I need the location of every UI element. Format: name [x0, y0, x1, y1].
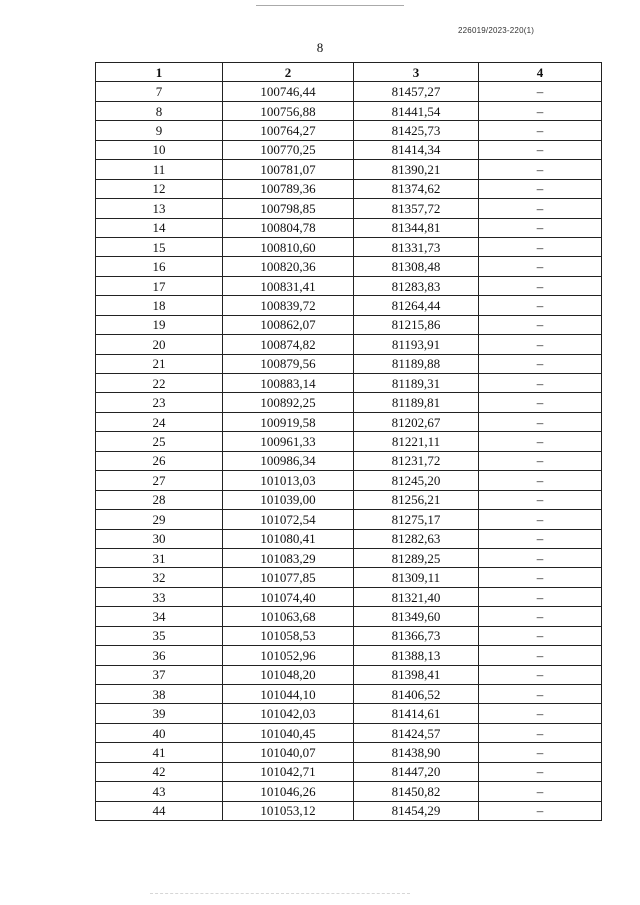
row-number-cell: 30	[96, 529, 223, 548]
table-row	[96, 801, 602, 820]
table-body	[96, 82, 602, 821]
note-cell: –	[479, 218, 602, 237]
x-coordinate-cell: 100986,34	[223, 451, 354, 470]
row-number-cell: 22	[96, 374, 223, 393]
note-cell: –	[479, 393, 602, 412]
x-coordinate-cell: 100770,25	[223, 140, 354, 159]
y-coordinate-cell: 81215,86	[354, 315, 479, 334]
row-number-cell: 27	[96, 471, 223, 490]
row-number-cell: 26	[96, 451, 223, 470]
table-row	[96, 529, 602, 548]
row-number-cell: 41	[96, 743, 223, 762]
x-coordinate-cell: 100831,41	[223, 276, 354, 295]
row-number-cell: 42	[96, 762, 223, 781]
note-cell: –	[479, 510, 602, 529]
row-number-cell: 10	[96, 140, 223, 159]
note-cell: –	[479, 82, 602, 101]
column-header: 3	[354, 63, 479, 82]
table-row	[96, 782, 602, 801]
row-number-cell: 8	[96, 101, 223, 120]
note-cell: –	[479, 548, 602, 567]
note-cell: –	[479, 704, 602, 723]
row-number-cell: 21	[96, 354, 223, 373]
y-coordinate-cell: 81390,21	[354, 160, 479, 179]
x-coordinate-cell: 100756,88	[223, 101, 354, 120]
table-row	[96, 568, 602, 587]
row-number-cell: 29	[96, 510, 223, 529]
note-cell: –	[479, 237, 602, 256]
x-coordinate-cell: 100798,85	[223, 199, 354, 218]
x-coordinate-cell: 100764,27	[223, 121, 354, 140]
row-number-cell: 12	[96, 179, 223, 198]
x-coordinate-cell: 101083,29	[223, 548, 354, 567]
x-coordinate-cell: 100961,33	[223, 432, 354, 451]
table-row	[96, 335, 602, 354]
note-cell: –	[479, 685, 602, 704]
row-number-cell: 18	[96, 296, 223, 315]
table-header-row	[96, 63, 602, 82]
table-row	[96, 510, 602, 529]
x-coordinate-cell: 101053,12	[223, 801, 354, 820]
y-coordinate-cell: 81245,20	[354, 471, 479, 490]
note-cell: –	[479, 762, 602, 781]
y-coordinate-cell: 81457,27	[354, 82, 479, 101]
y-coordinate-cell: 81189,31	[354, 374, 479, 393]
note-cell: –	[479, 568, 602, 587]
table-row	[96, 374, 602, 393]
table-row	[96, 393, 602, 412]
note-cell: –	[479, 374, 602, 393]
table-row	[96, 101, 602, 120]
page-number: 8	[316, 40, 324, 55]
x-coordinate-cell: 101063,68	[223, 607, 354, 626]
coordinates-table	[95, 62, 602, 821]
y-coordinate-cell: 81374,62	[354, 179, 479, 198]
x-coordinate-cell: 100810,60	[223, 237, 354, 256]
x-coordinate-cell: 100820,36	[223, 257, 354, 276]
y-coordinate-cell: 81193,91	[354, 335, 479, 354]
table-row	[96, 471, 602, 490]
row-number-cell: 19	[96, 315, 223, 334]
x-coordinate-cell: 101077,85	[223, 568, 354, 587]
row-number-cell: 13	[96, 199, 223, 218]
x-coordinate-cell: 101040,07	[223, 743, 354, 762]
y-coordinate-cell: 81189,81	[354, 393, 479, 412]
y-coordinate-cell: 81289,25	[354, 548, 479, 567]
table-row	[96, 218, 602, 237]
note-cell: –	[479, 257, 602, 276]
y-coordinate-cell: 81202,67	[354, 412, 479, 431]
table-row	[96, 587, 602, 606]
table-row	[96, 723, 602, 742]
column-header: 4	[479, 63, 602, 82]
y-coordinate-cell: 81406,52	[354, 685, 479, 704]
row-number-cell: 28	[96, 490, 223, 509]
table-row	[96, 199, 602, 218]
note-cell: –	[479, 646, 602, 665]
x-coordinate-cell: 100879,56	[223, 354, 354, 373]
y-coordinate-cell: 81344,81	[354, 218, 479, 237]
x-coordinate-cell: 101044,10	[223, 685, 354, 704]
note-cell: –	[479, 179, 602, 198]
y-coordinate-cell: 81357,72	[354, 199, 479, 218]
x-coordinate-cell: 101013,03	[223, 471, 354, 490]
table-row	[96, 354, 602, 373]
table-row	[96, 626, 602, 645]
x-coordinate-cell: 100781,07	[223, 160, 354, 179]
x-coordinate-cell: 101080,41	[223, 529, 354, 548]
y-coordinate-cell: 81454,29	[354, 801, 479, 820]
x-coordinate-cell: 101052,96	[223, 646, 354, 665]
x-coordinate-cell: 100874,82	[223, 335, 354, 354]
x-coordinate-cell: 100746,44	[223, 82, 354, 101]
note-cell: –	[479, 101, 602, 120]
note-cell: –	[479, 587, 602, 606]
note-cell: –	[479, 529, 602, 548]
row-number-cell: 44	[96, 801, 223, 820]
table-row	[96, 412, 602, 431]
y-coordinate-cell: 81283,83	[354, 276, 479, 295]
y-coordinate-cell: 81256,21	[354, 490, 479, 509]
y-coordinate-cell: 81441,54	[354, 101, 479, 120]
y-coordinate-cell: 81331,73	[354, 237, 479, 256]
top-rule	[256, 5, 404, 6]
y-coordinate-cell: 81388,13	[354, 646, 479, 665]
note-cell: –	[479, 607, 602, 626]
table-row	[96, 685, 602, 704]
y-coordinate-cell: 81275,17	[354, 510, 479, 529]
note-cell: –	[479, 626, 602, 645]
x-coordinate-cell: 100892,25	[223, 393, 354, 412]
row-number-cell: 24	[96, 412, 223, 431]
row-number-cell: 20	[96, 335, 223, 354]
note-cell: –	[479, 276, 602, 295]
note-cell: –	[479, 354, 602, 373]
note-cell: –	[479, 121, 602, 140]
note-cell: –	[479, 743, 602, 762]
x-coordinate-cell: 101040,45	[223, 723, 354, 742]
note-cell: –	[479, 723, 602, 742]
note-cell: –	[479, 471, 602, 490]
y-coordinate-cell: 81438,90	[354, 743, 479, 762]
x-coordinate-cell: 101042,71	[223, 762, 354, 781]
table-row	[96, 665, 602, 684]
table-row	[96, 704, 602, 723]
table-row	[96, 121, 602, 140]
column-header: 2	[223, 63, 354, 82]
y-coordinate-cell: 81321,40	[354, 587, 479, 606]
note-cell: –	[479, 782, 602, 801]
row-number-cell: 34	[96, 607, 223, 626]
note-cell: –	[479, 490, 602, 509]
row-number-cell: 25	[96, 432, 223, 451]
y-coordinate-cell: 81414,61	[354, 704, 479, 723]
note-cell: –	[479, 296, 602, 315]
x-coordinate-cell: 100804,78	[223, 218, 354, 237]
table-row	[96, 607, 602, 626]
table-row	[96, 296, 602, 315]
table-row	[96, 160, 602, 179]
row-number-cell: 9	[96, 121, 223, 140]
row-number-cell: 17	[96, 276, 223, 295]
y-coordinate-cell: 81366,73	[354, 626, 479, 645]
table-row	[96, 432, 602, 451]
note-cell: –	[479, 451, 602, 470]
row-number-cell: 31	[96, 548, 223, 567]
note-cell: –	[479, 199, 602, 218]
y-coordinate-cell: 81231,72	[354, 451, 479, 470]
y-coordinate-cell: 81221,11	[354, 432, 479, 451]
y-coordinate-cell: 81189,88	[354, 354, 479, 373]
y-coordinate-cell: 81282,63	[354, 529, 479, 548]
x-coordinate-cell: 100883,14	[223, 374, 354, 393]
table-row	[96, 82, 602, 101]
note-cell: –	[479, 665, 602, 684]
row-number-cell: 14	[96, 218, 223, 237]
x-coordinate-cell: 101058,53	[223, 626, 354, 645]
x-coordinate-cell: 100789,36	[223, 179, 354, 198]
note-cell: –	[479, 335, 602, 354]
x-coordinate-cell: 100919,58	[223, 412, 354, 431]
table-row	[96, 237, 602, 256]
bottom-marks	[150, 893, 410, 900]
x-coordinate-cell: 101074,40	[223, 587, 354, 606]
x-coordinate-cell: 100862,07	[223, 315, 354, 334]
table-row	[96, 548, 602, 567]
table-row	[96, 490, 602, 509]
note-cell: –	[479, 432, 602, 451]
row-number-cell: 43	[96, 782, 223, 801]
row-number-cell: 16	[96, 257, 223, 276]
row-number-cell: 7	[96, 82, 223, 101]
document-reference: 226019/2023-220(1)	[458, 26, 535, 35]
table-row	[96, 762, 602, 781]
table-row	[96, 743, 602, 762]
y-coordinate-cell: 81309,11	[354, 568, 479, 587]
table-row	[96, 646, 602, 665]
note-cell: –	[479, 315, 602, 334]
y-coordinate-cell: 81450,82	[354, 782, 479, 801]
row-number-cell: 39	[96, 704, 223, 723]
x-coordinate-cell: 100839,72	[223, 296, 354, 315]
note-cell: –	[479, 801, 602, 820]
table-row	[96, 276, 602, 295]
y-coordinate-cell: 81425,73	[354, 121, 479, 140]
x-coordinate-cell: 101072,54	[223, 510, 354, 529]
table-row	[96, 140, 602, 159]
table-row	[96, 179, 602, 198]
row-number-cell: 38	[96, 685, 223, 704]
y-coordinate-cell: 81424,57	[354, 723, 479, 742]
row-number-cell: 23	[96, 393, 223, 412]
y-coordinate-cell: 81349,60	[354, 607, 479, 626]
y-coordinate-cell: 81264,44	[354, 296, 479, 315]
x-coordinate-cell: 101046,26	[223, 782, 354, 801]
x-coordinate-cell: 101039,00	[223, 490, 354, 509]
row-number-cell: 11	[96, 160, 223, 179]
note-cell: –	[479, 412, 602, 431]
table-row	[96, 451, 602, 470]
note-cell: –	[479, 160, 602, 179]
row-number-cell: 36	[96, 646, 223, 665]
y-coordinate-cell: 81398,41	[354, 665, 479, 684]
row-number-cell: 32	[96, 568, 223, 587]
y-coordinate-cell: 81414,34	[354, 140, 479, 159]
column-header: 1	[96, 63, 223, 82]
note-cell: –	[479, 140, 602, 159]
y-coordinate-cell: 81447,20	[354, 762, 479, 781]
row-number-cell: 15	[96, 237, 223, 256]
row-number-cell: 33	[96, 587, 223, 606]
table-row	[96, 315, 602, 334]
x-coordinate-cell: 101042,03	[223, 704, 354, 723]
y-coordinate-cell: 81308,48	[354, 257, 479, 276]
row-number-cell: 40	[96, 723, 223, 742]
row-number-cell: 37	[96, 665, 223, 684]
row-number-cell: 35	[96, 626, 223, 645]
table-row	[96, 257, 602, 276]
x-coordinate-cell: 101048,20	[223, 665, 354, 684]
